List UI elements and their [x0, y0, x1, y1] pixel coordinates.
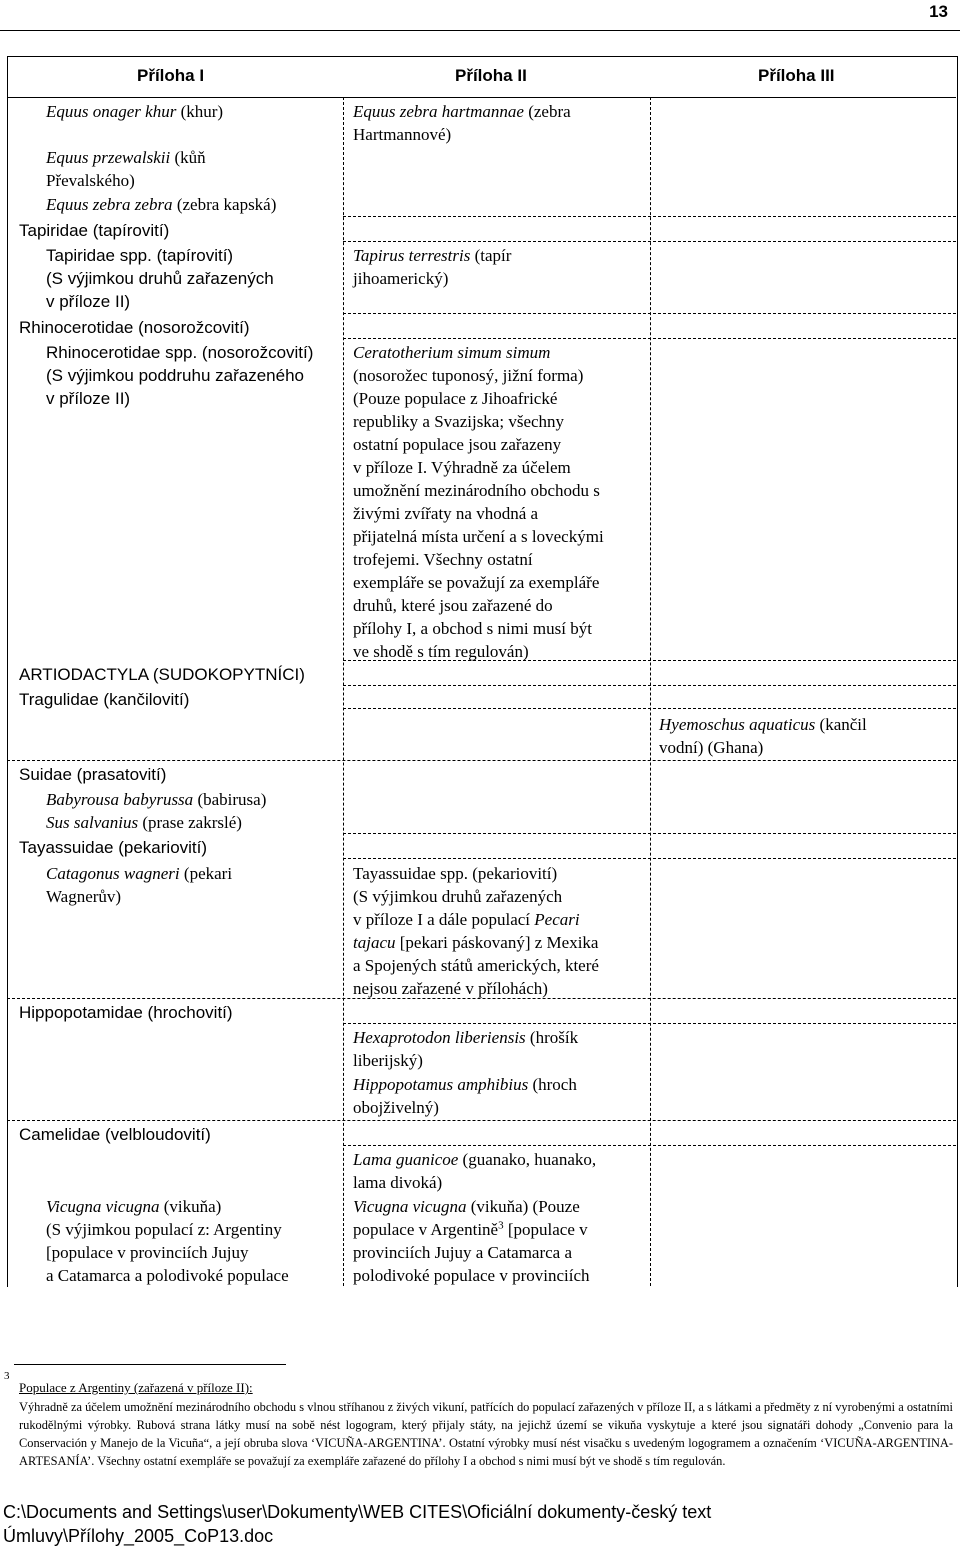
row-divider [343, 685, 956, 686]
taxon-equus-onager-khur: Equus onager khur (khur) [46, 102, 224, 121]
column-divider-1 [343, 97, 344, 1286]
row-divider [343, 313, 956, 314]
family-tapiridae: Tapiridae (tapírovití) [19, 221, 170, 240]
taxon-hexaprotodon-liberiensis: Hexaprotodon liberiensis (hrošík liberijský) [353, 1028, 579, 1070]
header-appendix-2: Příloha II [455, 66, 527, 85]
footnote-heading: Populace z Argentiny (zařazená v příloze II): [19, 1380, 253, 1395]
family-suidae: Suidae (prasatovití) [19, 765, 167, 784]
order-artiodactyla: ARTIODACTYLA (SUDOKOPYTNÍCI) [19, 665, 305, 684]
family-rhinocerotidae: Rhinocerotidae (nosorožcovití) [19, 318, 250, 337]
header-appendix-3: Příloha III [758, 66, 835, 85]
row-divider [343, 833, 956, 834]
taxon-babyrousa: Babyrousa babyrussa (babirusa) [46, 790, 267, 809]
family-hippopotamidae: Hippopotamidae (hrochovití) [19, 1003, 233, 1022]
taxon-tapiridae-spp: Tapiridae spp. (tapírovití) (S výjimkou druhů zařazených v příloze II) [46, 246, 274, 311]
page-number: 13 [929, 2, 948, 21]
family-tragulidae: Tragulidae (kančilovití) [19, 690, 190, 709]
taxon-vicugna-vicugna-app1: Vicugna vicugna (vikuňa) (S výjimkou populací z: Argentiny [populace v provinciích Jujuy a Catamarca a polodivoké populace [46, 1197, 289, 1285]
taxon-sus-salvanius: Sus salvanius (prase zakrslé) [46, 813, 242, 832]
footnote-mark: 3 [4, 1370, 10, 1382]
taxon-equus-zebra-zebra: Equus zebra zebra (zebra kapská) [46, 195, 277, 214]
taxon-ceratotherium-simum-simum: Ceratotherium simum simum (nosorožec tuponosý, jižní forma) (Pouze populace z Jihoafrické republiky a Svazijska; všechny ostatní populace jsou zařazeny v příloze I. Výhradně za účelem umožnění mezinárodního obchodu s živými zvířaty na vhodná a přijatelná místa určení a s loveckými trofejemi. Všechny ostatní exempláře se považují za exempláře druhů, které jsou zařazené do přílohy I, a obchod s nimi musí být ve shodě s tím regulován) [353, 343, 604, 661]
footnote-rule [14, 1364, 286, 1365]
taxon-lama-guanicoe: Lama guanicoe (guanako, huanako, lama divoká) [353, 1150, 597, 1192]
header-separator [7, 97, 956, 98]
row-divider [343, 708, 956, 709]
row-divider [343, 338, 956, 339]
family-camelidae: Camelidae (velbloudovití) [19, 1125, 211, 1144]
row-divider [7, 1120, 956, 1121]
row-divider [343, 216, 956, 217]
row-divider [343, 241, 956, 242]
row-divider [343, 1145, 956, 1146]
taxon-equus-zebra-hartmannae: Equus zebra hartmannae (zebra Hartmannové) [353, 102, 571, 144]
file-path: C:\Documents and Settings\user\Dokumenty\WEB CITES\Oficiální dokumenty-český text Úmluvy\Přílohy_2005_CoP13.doc [3, 1502, 712, 1546]
taxon-equus-przewalskii: Equus przewalskii (kůň Převalského) [46, 148, 206, 190]
row-divider [343, 858, 956, 859]
taxon-catagonus-wagneri: Catagonus wagneri (pekari Wagnerův) [46, 864, 233, 906]
header-appendix-1: Příloha I [137, 66, 205, 85]
taxon-tapirus-terrestris: Tapirus terrestris (tapír jihoamerický) [353, 246, 512, 288]
footnote-body: Výhradně za účelem umožnění mezinárodního obchodu s vlnou stříhanou z živých vikuní, patřících do populací zařazených v příloze II, a s látkami a předměty z ní vyrobenými a ostatními rukodělnými výrobky. Rubová strana látky musí na sobě nést logogram, který přijaly státy, na jejichž území se vikuňa vyskytuje a které jsou signatáři dohody „Convenio para la Conservación y Manejo de la Vicuña“, a její obruba slova ‘VICUÑA-ARGENTINA’. Ostatní výrobky musí nést visačku s uvedeným logogramem a označením ‘VICUÑA-ARGENTINA-ARTESANÍA’. Všechny ostatní exempláře se považují za exempláře zařazené do přílohy I a obchod s nimi musí být ve shodě s tím regulován. [19, 1400, 953, 1468]
header-rule [0, 30, 960, 31]
row-divider [7, 760, 956, 761]
taxon-hyemoschus-aquaticus: Hyemoschus aquaticus (kančil vodní) (Ghana) [659, 715, 867, 757]
row-divider [343, 1023, 956, 1024]
taxon-tayassuidae-spp: Tayassuidae spp. (pekariovití) (S výjimkou druhů zařazených v příloze I a dále populací Pecari tajacu [pekari páskovaný] z Mexika a Spojených států amerických, které nejsou zařazené v přílohách) [353, 864, 599, 998]
taxon-vicugna-vicugna-app2: Vicugna vicugna (vikuňa) (Pouze populace v Argentině$^3$ [populace v provinciích Jujuy a Catamarca a polodivoké populace v provinciích [353, 1197, 590, 1285]
family-tayassuidae: Tayassuidae (pekariovití) [19, 838, 208, 857]
taxon-hippopotamus-amphibius: Hippopotamus amphibius (hroch obojživelný) [353, 1075, 577, 1117]
taxon-rhinocerotidae-spp: Rhinocerotidae spp. (nosorožcovití) (S výjimkou poddruhu zařazeného v příloze II) [46, 343, 314, 408]
column-divider-2 [650, 97, 651, 1286]
